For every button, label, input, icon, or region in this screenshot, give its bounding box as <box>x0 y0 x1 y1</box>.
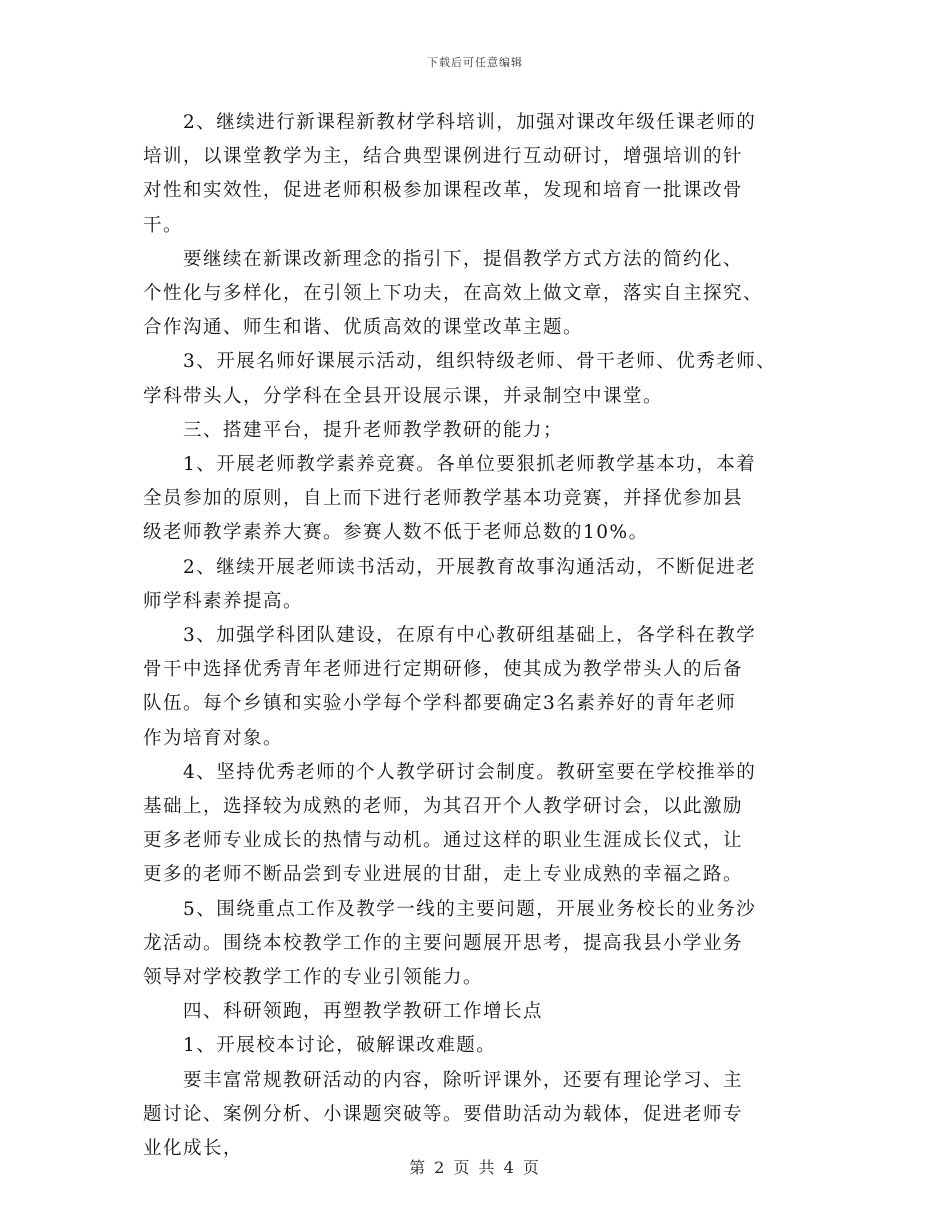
text-line: 1、开展校本讨论，破解课改难题。 <box>183 1035 497 1057</box>
paragraph <box>143 345 823 413</box>
text-line: 3、加强学科团队建设，在原有中心教研组基础上，各学科在教学 <box>183 625 757 647</box>
text-line: 三、搭建平台，提升老师教学教研的能力； <box>183 419 564 441</box>
text-line: 学科带头人，分学科在全县开设展示课，并录制空中课堂。 <box>143 385 664 407</box>
text-line: 要丰富常规教研活动的内容，除听评课外，还要有理论学习、主 <box>183 1069 744 1091</box>
paragraph <box>143 448 823 551</box>
section-heading <box>143 414 823 448</box>
text-line: 级老师教学素养大赛。参赛人数不低于老师总数的10%。 <box>143 522 649 544</box>
text-line: 个性化与多样化，在引领上下功夫，在高效上做文章，落实自主探究、 <box>143 283 764 305</box>
paragraph <box>143 106 823 243</box>
text-line: 基础上，选择较为成熟的老师，为其召开个人教学研讨会，以此激励 <box>143 796 744 818</box>
header-text: 下载后可任意编辑 <box>427 56 523 69</box>
text-line: 师学科素养提高。 <box>143 590 304 612</box>
paragraph <box>143 756 823 893</box>
page-header <box>0 54 950 70</box>
text-line: 业化成长， <box>143 1138 244 1160</box>
text-line: 2、继续开展老师读书活动，开展教育故事沟通活动，不断促进老 <box>183 556 757 578</box>
text-line: 龙活动。围绕本校教学工作的主要问题展开思考，提高我县小学业务 <box>143 932 744 954</box>
text-line: 更多老师专业成长的热情与动机。通过这样的职业生涯成长仪式，让 <box>143 830 744 852</box>
paragraph <box>143 551 823 619</box>
text-line: 合作沟通、师生和谐、优质高效的课堂改革主题。 <box>143 317 584 339</box>
text-line: 4、坚持优秀老师的个人教学研讨会制度。教研室要在学校推举的 <box>183 761 757 783</box>
section-heading <box>143 995 823 1029</box>
text-line: 四、科研领跑，再塑教学教研工作增长点 <box>183 1001 544 1023</box>
document-body <box>143 106 823 1166</box>
page-footer <box>0 1155 950 1178</box>
text-line: 骨干中选择优秀青年老师进行定期研修，使其成为教学带头人的后备 <box>143 659 744 681</box>
paragraph <box>143 619 823 756</box>
text-line: 2、继续进行新课程新教材学科培训，加强对课改年级任课老师的 <box>183 112 757 133</box>
text-line: 作为培育对象。 <box>143 727 284 749</box>
text-line: 对性和实效性，促进老师积极参加课程改革，发现和培育一批课改骨 <box>143 180 744 202</box>
paragraph <box>143 1064 823 1167</box>
text-line: 题讨论、案例分析、小课题突破等。要借助活动为载体，促进老师专 <box>143 1103 744 1125</box>
text-line: 更多的老师不断品尝到专业进展的甘甜，走上专业成熟的幸福之路。 <box>143 864 744 886</box>
text-line: 5、围绕重点工作及教学一线的主要问题，开展业务校长的业务沙 <box>183 898 757 920</box>
text-line: 要继续在新课改新理念的指引下，提倡教学方式方法的简约化、 <box>183 248 744 270</box>
text-line: 全员参加的原则，自上而下进行老师教学基本功竞赛，并择优参加县 <box>143 488 744 510</box>
text-line: 队伍。每个乡镇和实验小学每个学科都要确定3名素养好的青年老师 <box>143 693 737 715</box>
paragraph <box>143 243 823 346</box>
paragraph <box>143 893 823 996</box>
text-line: 领导对学校教学工作的专业引领能力。 <box>143 967 484 989</box>
text-line: 培训，以课堂教学为主，结合典型课例进行互动研讨，增强培训的针 <box>143 146 744 168</box>
text-line: 1、开展老师教学素养竞赛。各单位要狠抓老师教学基本功，本着 <box>183 454 757 476</box>
page-number: 第 2 页 共 4 页 <box>409 1158 541 1177</box>
paragraph <box>143 1029 823 1063</box>
text-line: 干。 <box>143 214 184 236</box>
text-line: 3、开展名师好课展示活动，组织特级老师、骨干老师、优秀老师、 <box>183 351 777 373</box>
